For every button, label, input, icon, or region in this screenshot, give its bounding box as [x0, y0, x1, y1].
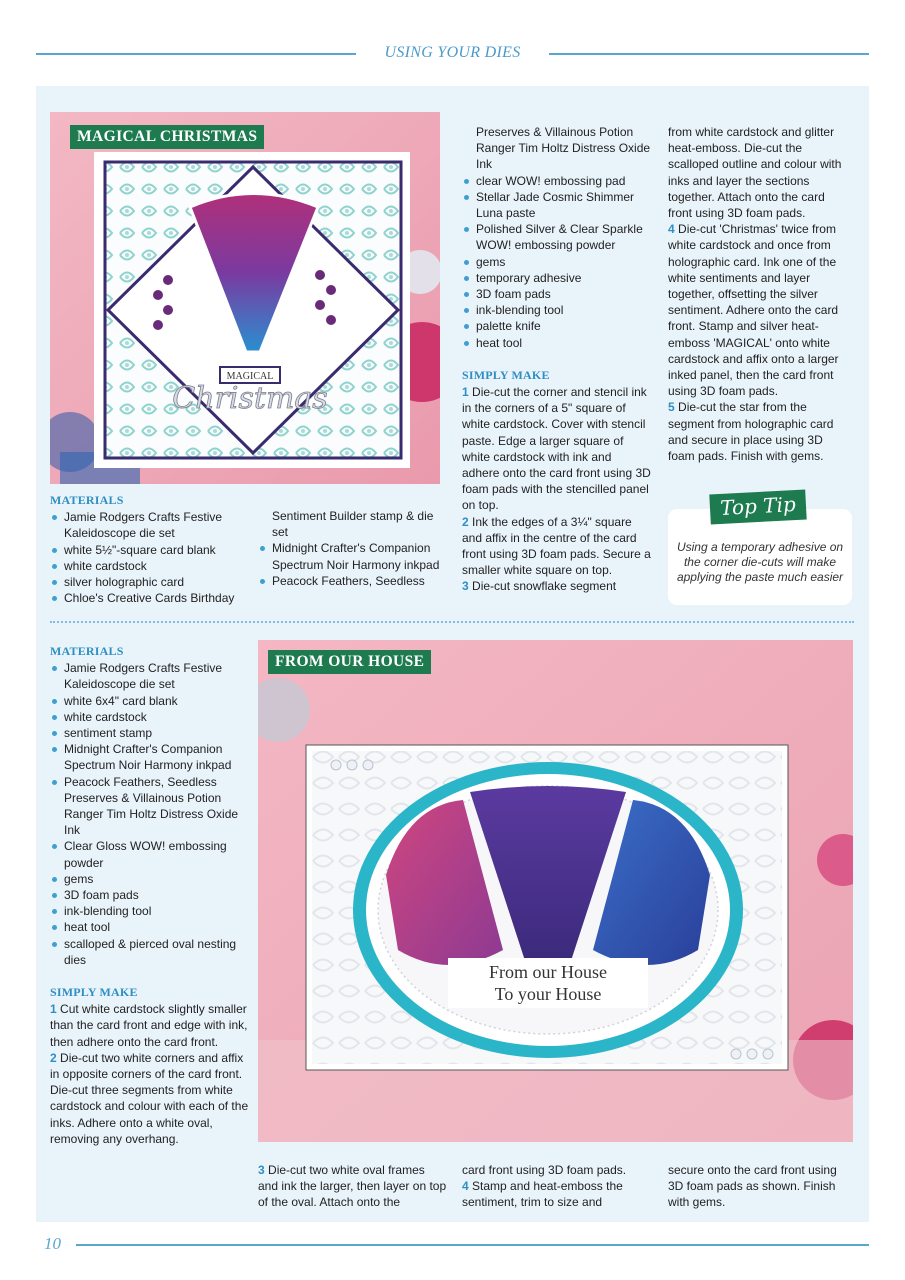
simply-make-heading: SIMPLY MAKE	[50, 985, 138, 1000]
step-4: 4 Stamp and heat-emboss the sentiment, trim to size and	[462, 1179, 623, 1210]
project2-steps-col3	[462, 1162, 652, 1211]
section-title: USING YOUR DIES	[384, 44, 521, 61]
material-item: silver holographic card	[50, 574, 254, 590]
step-3: 3 Die-cut two white oval frames and ink the larger, then layer on top of the oval. Attach onto the	[258, 1163, 447, 1210]
material-item: heat tool	[50, 919, 250, 935]
project2-label: FROM OUR HOUSE	[268, 650, 431, 674]
project1-materials-col1	[50, 492, 254, 606]
material-item: Clear Gloss WOW! embossing powder	[50, 838, 250, 870]
section-header	[36, 40, 869, 68]
material-item: gems	[462, 254, 652, 270]
step-3-continued: card front using 3D foam pads.	[462, 1163, 627, 1177]
step-3: 3 Die-cut snowflake segment	[462, 579, 617, 594]
material-item: Stellar Jade Cosmic Shimmer Luna paste	[462, 189, 652, 221]
top-tip-box	[668, 492, 852, 605]
from-our-house-card-image	[258, 640, 853, 1142]
step-3-continued: from white cardstock and glitter heat-emboss. Die-cut the scalloped outline and colour with inks and layer the sections together. Attach onto the card front using 3D foam pads.	[668, 125, 842, 221]
card-sentiment-christmas: Christmas	[172, 381, 328, 416]
project1-materials-col3	[462, 124, 652, 595]
top-tip-title: Top Tip	[709, 490, 806, 525]
material-item: sentiment stamp	[50, 725, 250, 741]
page-footer	[36, 1234, 869, 1254]
material-item: Peacock Feathers, Seedless Preserves & Villainous Potion Ranger Tim Holtz Distress Oxide Ink	[50, 774, 250, 839]
project1-steps-col4	[668, 124, 852, 464]
materials-heading: MATERIALS	[50, 644, 124, 658]
project1-label: MAGICAL CHRISTMAS	[70, 125, 264, 149]
top-tip-text: Using a temporary adhesive on the corner die-cuts will make applying the paste much easier	[676, 540, 844, 584]
card-sentiment-magical: MAGICAL	[226, 371, 274, 382]
page-number: 10	[44, 1234, 61, 1253]
material-item: Midnight Crafter's Companion Spectrum Noir Harmony inkpad	[50, 741, 250, 773]
step-4: 4 Die-cut 'Christmas' twice from white cardstock and once from holographic card. Ink one of the white sentiments and layer together, offsetting the silver sentiment. Adhere onto the card front. Stamp and silver heat-emboss 'MAGICAL' onto white cardstock and affix onto a larger inked panel, then the card front using 3D foam pads.	[668, 222, 839, 399]
card-sentiment-line2: To your House	[494, 984, 602, 1004]
material-item: Polished Silver & Clear Sparkle WOW! embossing powder	[462, 221, 652, 253]
material-item: Chloe's Creative Cards Birthday	[50, 590, 254, 606]
card-sentiment-line1: From our House	[489, 962, 607, 982]
project2-steps-col2	[258, 1162, 448, 1211]
material-item: Jamie Rodgers Crafts Festive Kaleidoscope die set	[50, 660, 250, 692]
simply-make-heading: SIMPLY MAKE	[462, 367, 550, 382]
material-item: ink-blending tool	[462, 302, 652, 318]
step-1: 1 Die-cut the corner and stencil ink in the corners of a 5" square of white cardstock. Cover with stencil paste. Edge a larger square of white cardstock with ink and adhere onto the card front using 3D foam pads with the stencilled panel on top.	[462, 385, 651, 513]
step-2: 2 Ink the edges of a 3¼" square and affix in the centre of the card front using 3D foam pads. Secure a smaller white square on top.	[462, 514, 651, 578]
material-item: 3D foam pads	[50, 887, 250, 903]
material-item: ink-blending tool	[50, 903, 250, 919]
material-item: scalloped & pierced oval nesting dies	[50, 936, 250, 968]
magical-christmas-photo	[50, 112, 440, 484]
material-item: white cardstock	[50, 558, 254, 574]
project2-materials	[50, 643, 250, 1147]
project2-steps-col4	[668, 1162, 854, 1211]
step-1: 1 Cut white cardstock slightly smaller than the card front and edge with ink, then adhere onto the card front.	[50, 1002, 248, 1049]
materials-heading: MATERIALS	[50, 493, 124, 507]
step-5: 5 Die-cut the star from the segment from holographic card and secure in place using 3D foam pads. Finish with gems.	[668, 400, 834, 464]
material-item: white cardstock	[50, 709, 250, 725]
material-item: Peacock Feathers, Seedless	[258, 573, 448, 589]
material-item-continued: Sentiment Builder stamp & die set	[272, 509, 434, 540]
step-4-continued: secure onto the card front using 3D foam pads as shown. Finish with gems.	[668, 1163, 837, 1210]
material-item: gems	[50, 871, 250, 887]
material-item: clear WOW! embossing pad	[462, 173, 652, 189]
material-item: temporary adhesive	[462, 270, 652, 286]
section-divider	[50, 621, 854, 623]
material-item: palette knife	[462, 318, 652, 334]
material-item: Jamie Rodgers Crafts Festive Kaleidoscope die set	[50, 509, 254, 541]
step-2: 2 Die-cut two white corners and affix in opposite corners of the card front. Die-cut three segments from white cardstock and colour with each of the inks. Adhere onto a white oval, removing any overhang.	[50, 1050, 249, 1146]
magical-christmas-card-image	[50, 112, 440, 484]
from-our-house-photo	[258, 640, 853, 1142]
material-item: 3D foam pads	[462, 286, 652, 302]
material-item: heat tool	[462, 335, 652, 351]
material-item-continued: Preserves & Villainous Potion Ranger Tim Holtz Distress Oxide Ink	[476, 125, 651, 172]
material-item: white 5½"-square card blank	[50, 542, 254, 558]
footer-rule	[76, 1244, 869, 1246]
material-item: white 6x4" card blank	[50, 693, 250, 709]
project1-materials-col2	[258, 508, 448, 589]
material-item: Midnight Crafter's Companion Spectrum Noir Harmony inkpad	[258, 540, 448, 572]
